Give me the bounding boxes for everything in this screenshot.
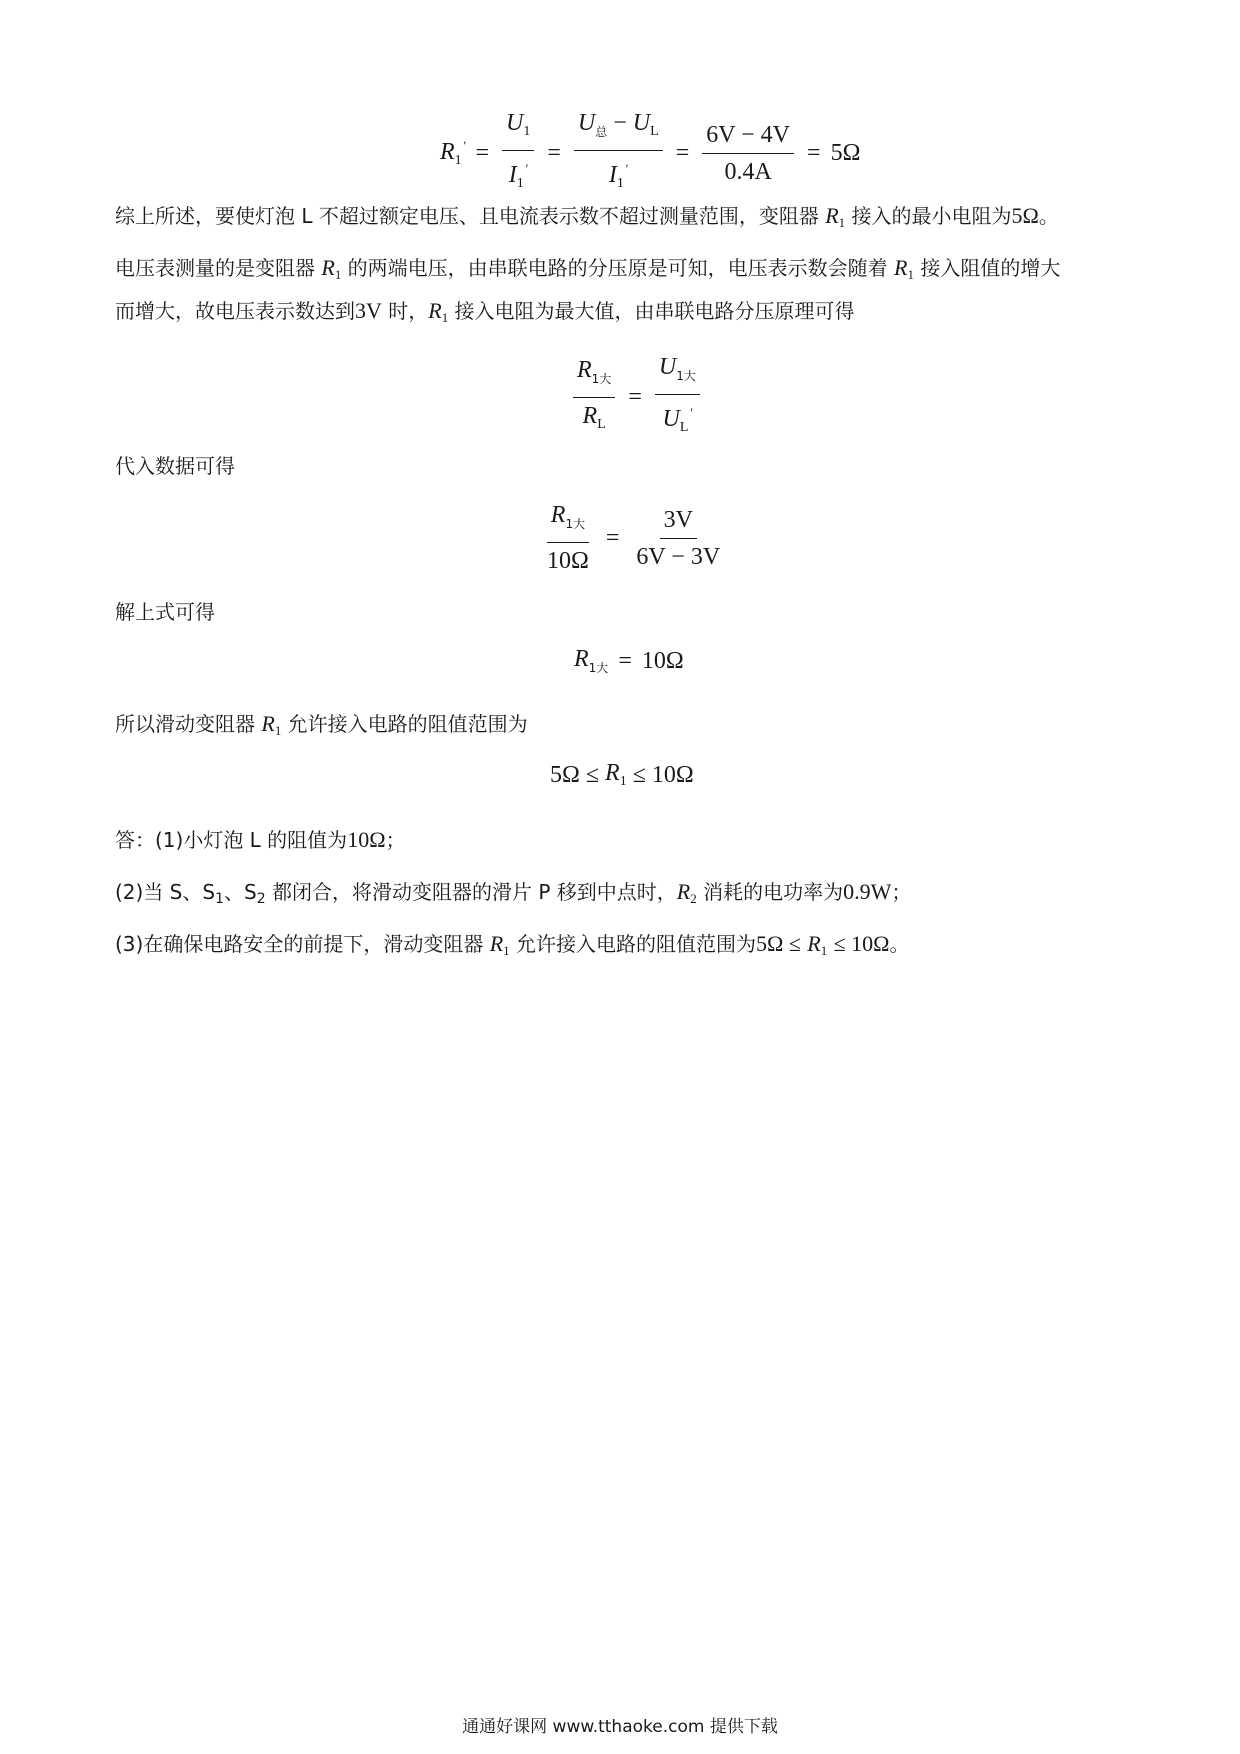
- eq1-fraction-1: $\frac{U_1}{I_1'}$: [502, 108, 534, 199]
- eq1-result: 5Ω: [830, 140, 861, 166]
- paragraph-range: 所以滑动变阻器 $R_1$ 允许接入电路的阻值范围为: [115, 711, 528, 738]
- eq3-fraction-1: $\frac{R_{1大}}{10\Omega}$: [547, 502, 589, 574]
- eq2-fraction-2: $\frac{U_{1大}}{U_L'}$: [655, 352, 700, 443]
- eq1-fraction-2: $\frac{U_总 - U_L}{I_1'}$: [574, 108, 663, 199]
- paragraph-substitute: 代入数据可得: [115, 454, 235, 478]
- equation-ratio: $\frac{R_{1大}}{R_L}$ = $\frac{U_{1大}}{U_L'}$: [570, 352, 703, 443]
- answer-2: (2)当 S、$S_1$、$S_2$ 都闭合，将滑动变阻器的滑片 P 移到中点时，$R_2$ 消耗的电功率为0.9W；: [115, 879, 912, 907]
- answer-1: 答：(1)小灯泡 L 的阻值为10Ω；: [115, 827, 406, 852]
- answer-3: (3)在确保电路安全的前提下，滑动变阻器 $R_1$ 允许接入电路的阻值范围为$5\Omega \le R_1 \le 10\Omega$。: [115, 931, 910, 958]
- equation-range: 5Ω ≤ $R_1$ ≤ 10Ω: [550, 760, 694, 789]
- paragraph-min-resistance: 综上所述，要使灯泡 L 不超过额定电压、且电流表示数不超过测量范围，变阻器 $R_1$ 接入的最小电阻为5Ω。: [115, 203, 1059, 230]
- eq3-fraction-2: $\frac{3V}{6V - 3V}$: [636, 506, 721, 570]
- paragraph-voltmeter: 电压表测量的是变阻器 $R_1$ 的两端电压，由串联电路的分压原是可知，电压表示数会随着 $R_1$ 接入阻值的增大 而增大，故电压表示数达到3V 时，$R_1$ 接入电阻为最大值，由串联电路分压原理可得: [115, 255, 1061, 325]
- equation-r1-min: $R_1'$ = $\frac{U_1}{I_1'}$ = $\frac{U_总 - U_L}{I_1'}$ = $\frac{6V - 4V}{0.4A}$ = 5Ω: [440, 108, 860, 199]
- paragraph-solve: 解上式可得: [115, 600, 215, 624]
- eq1-lhs: $R_1'$: [440, 138, 466, 168]
- page-footer: 通通好课网 www.tthaoke.com 提供下载: [462, 1717, 778, 1737]
- equation-substituted: $\frac{R_{1大}}{10\Omega}$ = $\frac{3V}{6V - 3V}$: [540, 500, 727, 576]
- eq2-fraction-1: $\frac{R_{1大}}{R_L}$: [573, 355, 615, 440]
- eq1-fraction-3: $\frac{6V - 4V}{0.4A}$: [702, 120, 794, 187]
- equation-r1-max: $R_{1大}$ = 10Ω: [574, 646, 684, 675]
